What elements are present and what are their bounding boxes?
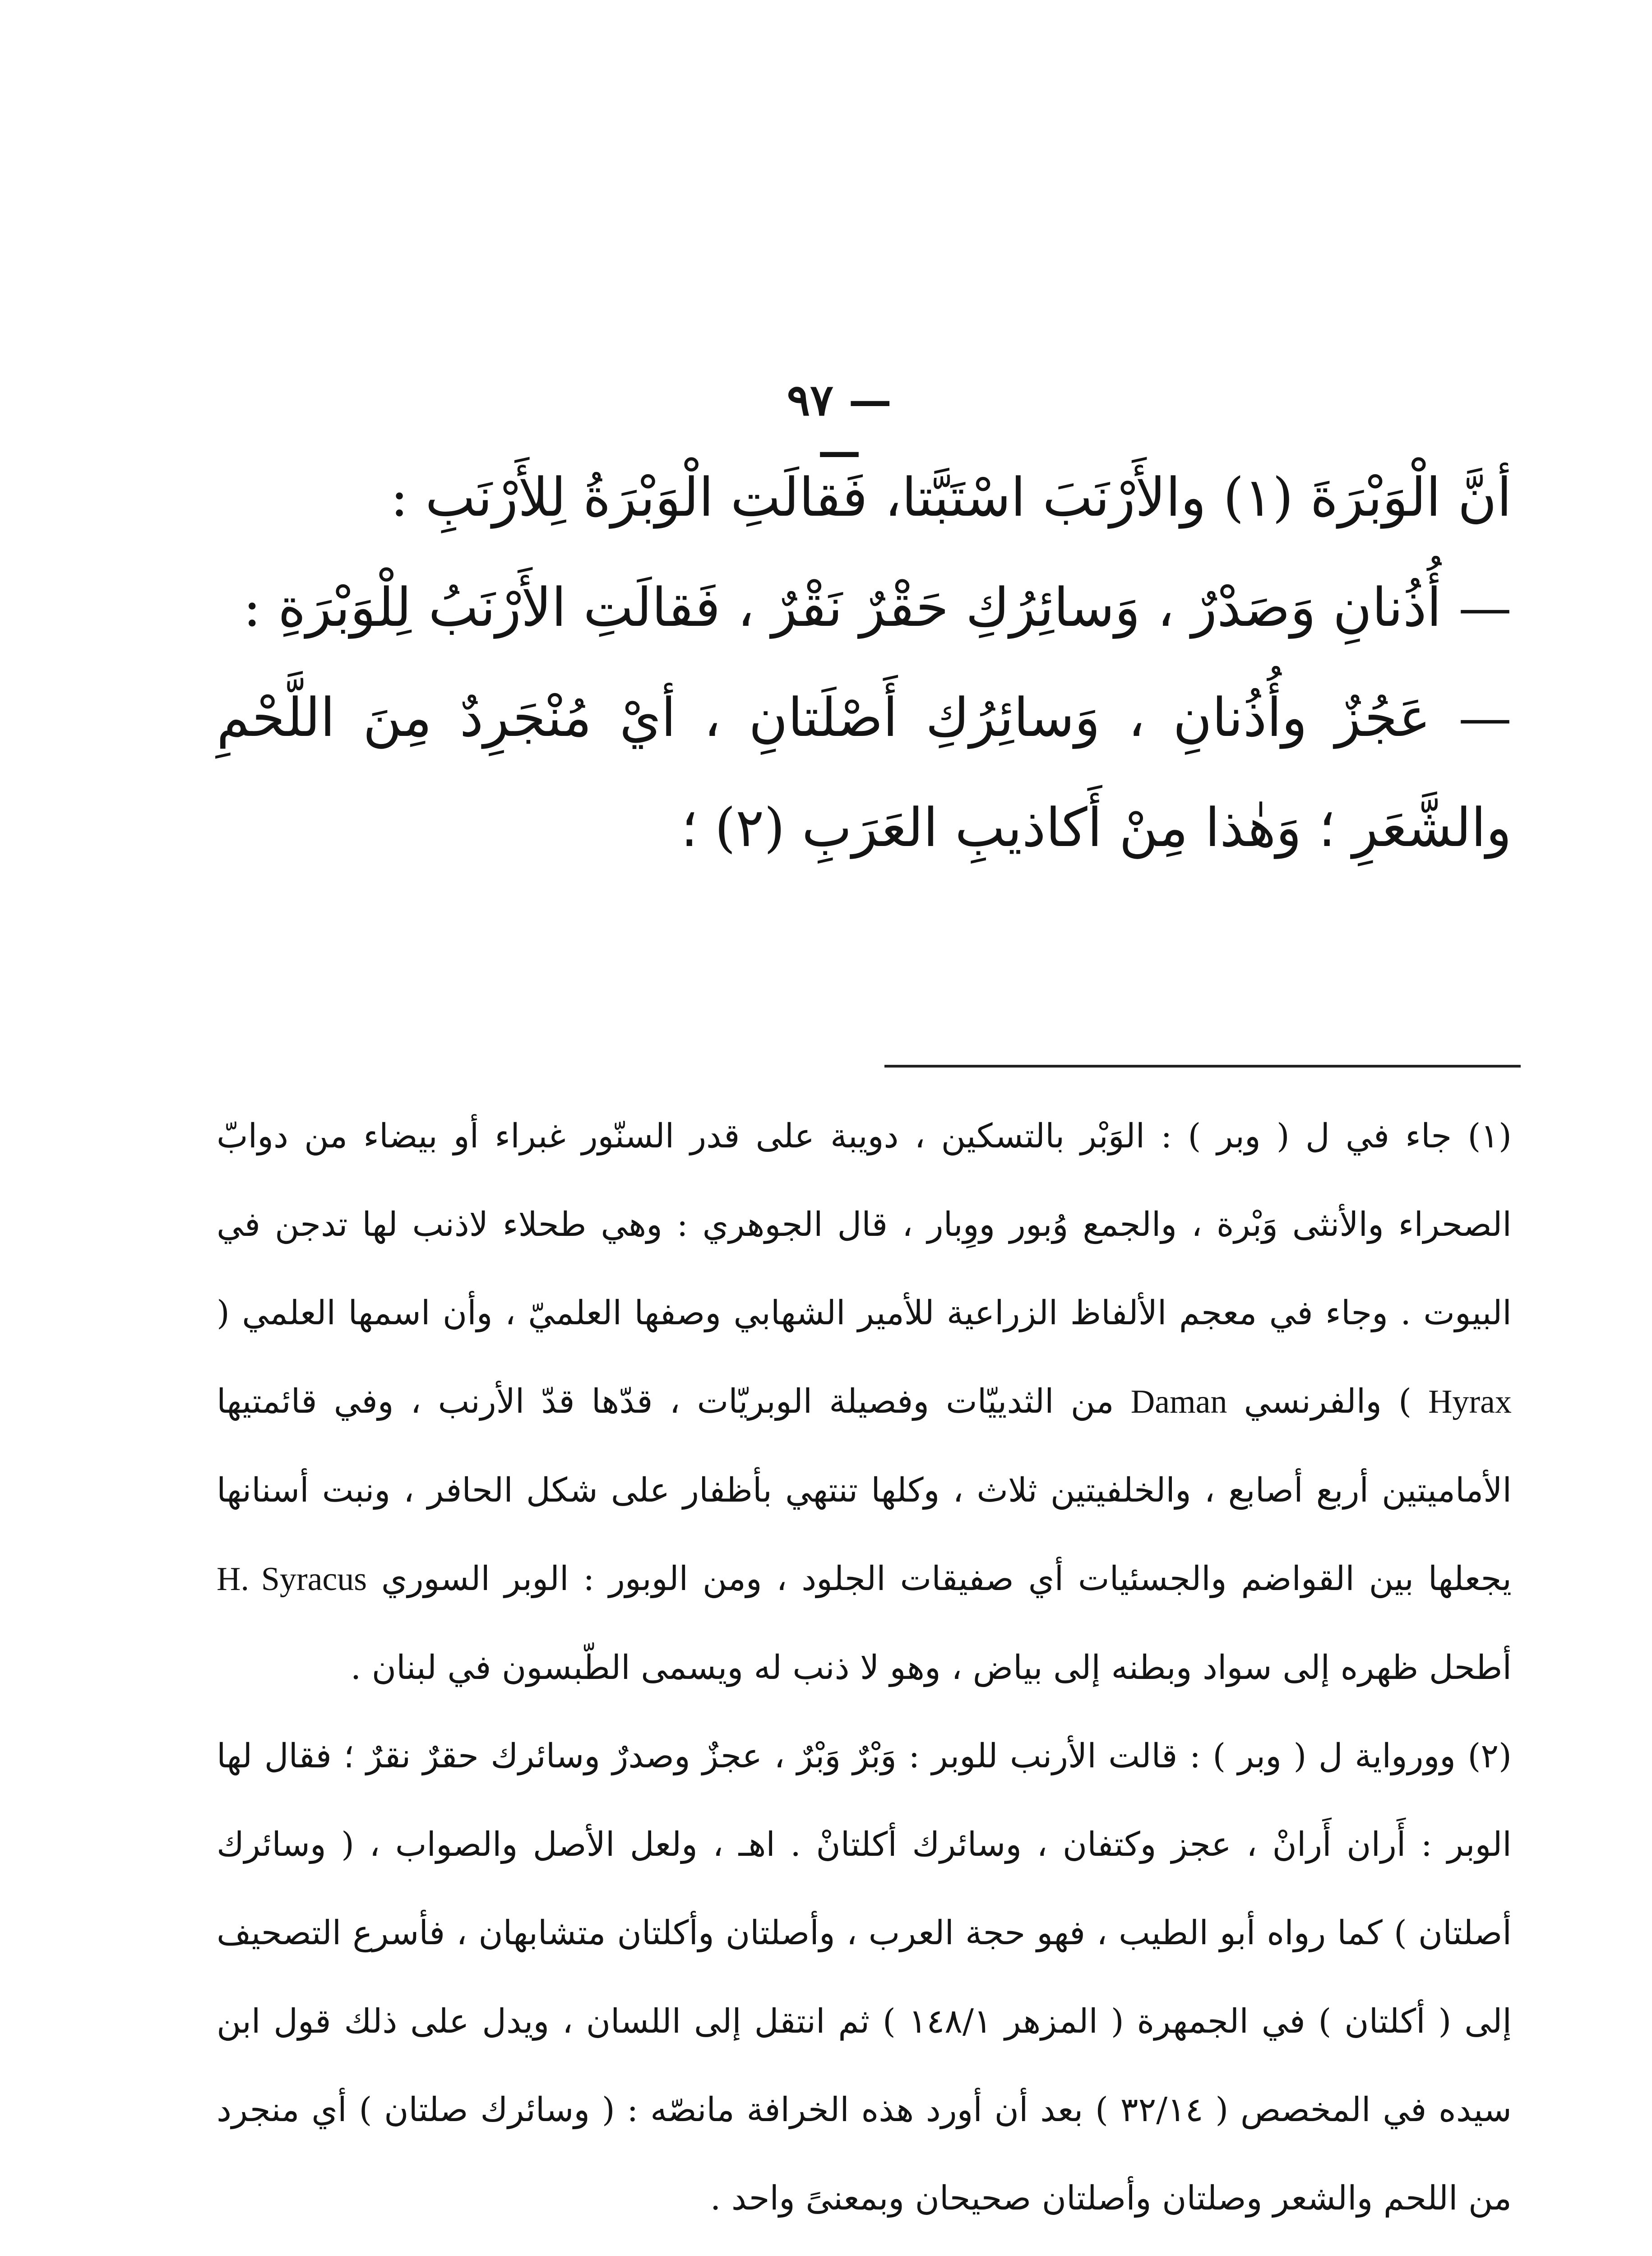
footnote-text: (١) جاء في ل ( وبر ) : الوَبْر بالتسكين ، دويبة على قدر السنّور غبراء أو بيضاء من دوابّ الصحراء والأنثى وَبْرة ، والجمع وُبور ووِبار ، قال الجوهري : وهي طحلاء لاذنب لها تدجن في البيوت . وجاء في معجم الألفاظ الزراعية للأمير الشهابي وصفها العلميّ ، وأن اسمها العلمي ( xyxy=(217,1117,1512,1332)
footnote-text: أطحل ظهره إلى سواد وبطنه إلى بياض ، وهو لا ذنب له ويسمى الطّبسون في لبنان . xyxy=(350,1648,1512,1687)
main-paragraph: — أُذُنانِ وَصَدْرٌ ، وَسائِرُكِ حَقْرٌ نَقْرٌ ، فَقالَتِ الأَرْنَبُ لِلْوَبْرَةِ : xyxy=(243,576,1512,638)
footnote-text: من الثدييّات وفصيلة الوبريّات ، قدّها قدّ الأرنب ، وفي قائمتيها الأماميتين أربع أصابع ، والخلفيتين ثلاث ، وكلها تنتهي بأظفار على شكل الحافر ، ونبت أسنانها يجعلها بين القواضم والجسئيات أي صفيقات الجلود ، ومن الوبور : الوبر السوري xyxy=(217,1382,1512,1598)
main-text xyxy=(217,442,1512,883)
latin-term: H. Syracus xyxy=(217,1561,367,1598)
footnote-2: (٢) وورواية ل ( وبر ) : قالت الأرنب للوبر : وَبْرٌ وَبْرٌ ، عجزٌ وصدرٌ وسائرك حقرٌ نقرٌ ؛ فقال لها الوبر : أَران أَرانْ ، عجز وكتفان ، وسائرك أكلتانْ . اهـ ، ولعل الأصل والصواب ، ( وسائرك أصلتان ) كما رواه أبو الطيب ، فهو حجة العرب ، وأصلتان وأكلتان متشابهان ، فأسرع التصحيف إلى ( أكلتان ) في الجمهرة ( المزهر ١٤٨/١ ) ثم انتقل إلى اللسان ، ويدل على ذلك قول ابن سيده في المخصص ( ٣٢/١٤ ) بعد أن أورد هذه الخرافة مانصّه : ( وسائرك صلتان ) أي منجرد من اللحم والشعر وصلتان وأصلتان صحيحان وبمعنىً واحد . xyxy=(217,1737,1512,2218)
footnotes xyxy=(217,1092,1512,2242)
main-paragraph: أنَّ الْوَبْرَةَ (١) والأَرْنَبَ اسْتَبَّتا، فَقالَتِ الْوَبْرَةُ لِلأَرْنَبِ : xyxy=(390,466,1512,528)
main-paragraph: — عَجُزٌ وأُذُنانِ ، وَسائِرُكِ أَصْلَتانِ ، أيْ مُنْجَرِدٌ مِنَ اللَّحْمِ والشَّعَرِ ؛ وَهٰذا مِنْ أَكاذيبِ العَرَبِ (٢) ؛ xyxy=(217,686,1512,859)
page-number: — ٩٧ — xyxy=(787,374,892,476)
footnote-1 xyxy=(217,1092,1512,1712)
footnote-text: ) والفرنسي xyxy=(1244,1382,1411,1421)
footnote-separator xyxy=(884,1065,1521,1068)
latin-term: Daman xyxy=(1130,1383,1227,1420)
latin-term: Hyrax xyxy=(1428,1383,1512,1420)
